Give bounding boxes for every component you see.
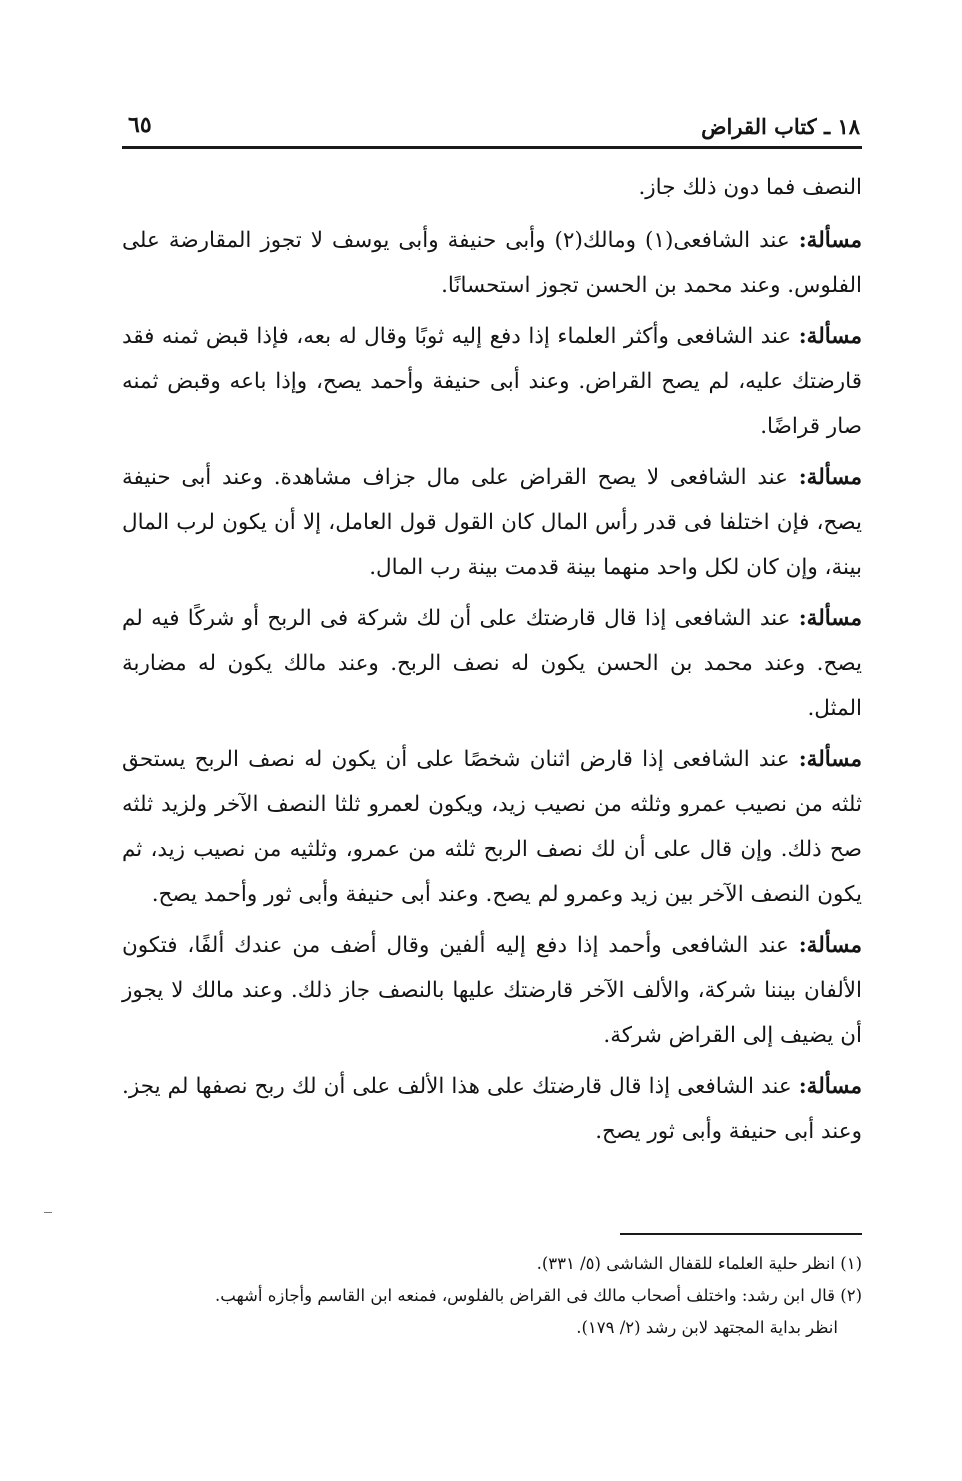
footnote-2: (٢) قال ابن رشد: واختلف أصحاب مالك فى القراض بالفلوس، فمنعه ابن القاسم وأجازه أشهب. [215, 1286, 862, 1305]
issue-keyword: مسألة: [798, 1074, 862, 1099]
opening-line: النصف فما دون ذلك جاز. [638, 175, 862, 200]
issue-keyword: مسألة: [798, 747, 862, 772]
issue-keyword: مسألة: [798, 933, 862, 958]
paragraph-1 [122, 218, 862, 308]
paragraph-5 [122, 737, 862, 917]
footnote-1: (١) انظر حلية العلماء للقفال الشاشى (٥/ ٣٣١). [536, 1254, 862, 1273]
issue-keyword: مسألة: [798, 324, 862, 349]
paragraph-text: عند الشافعى لا يصح القراض على مال جزاف مشاهدة. وعند أبى حنيفة يصح، فإن اختلفا فى قدر رأس المال كان القول قول العامل، إلا أن يكون لرب المال بينة، وإن كان لكل واحد منهما بينة قدمت بينة رب المال. [122, 465, 862, 580]
running-header [122, 110, 862, 149]
page-number: ٦٥ [128, 112, 152, 138]
paragraph-4 [122, 596, 862, 731]
paragraph-text: عند الشافعى إذا قال قارضتك على أن لك شركة فى الربح أو شركًا فيه لم يصح. وعند محمد بن الحسن يكون له نصف الربح. وعند مالك يكون له مضاربة المثل. [122, 606, 862, 721]
scan-margin-mark [44, 1212, 52, 1213]
paragraph-2 [122, 314, 862, 449]
book-page [122, 110, 862, 1350]
main-text [122, 165, 862, 1154]
paragraph-text: عند الشافعى إذا قال قارضتك على هذا الألف على أن لك ربح نصفها لم يجز. وعند أبى حنيفة وأبى ثور يصح. [122, 1074, 862, 1144]
paragraph-3 [122, 455, 862, 590]
paragraph-text: عند الشافعى إذا قارض اثنان شخصًا على أن يكون له نصف الربح يستحق ثلثه من نصيب عمرو وثلثه من نصيب زيد، ويكون لعمرو ثلثا النصف الآخر ولزيد ثلثه صح ذلك. وإن قال على أن لك نصف الربح ثلثه من عمرو، وثلثيه من نصيب زيد، ثم يكون النصف الآخر بين زيد وعمرو لم يصح. وعند أبى حنيفة وأبى ثور وأحمد يصح. [122, 747, 862, 907]
paragraph-text: عند الشافعى وأحمد إذا دفع إليه ألفين وقال أضف من عندك ألفًا، فتكون الألفان بيننا شركة، والألف الآخر قارضتك عليها بالنصف جاز ذلك. وعند مالك لا يجوز أن يضيف إلى القراض شركة. [122, 933, 862, 1048]
paragraph-text: عند الشافعى(١) ومالك(٢) وأبى حنيفة وأبى يوسف لا تجوز المقارضة على الفلوس. وعند محمد بن الحسن تجوز استحسانًا. [122, 228, 862, 298]
issue-keyword: مسألة: [798, 606, 862, 631]
footnote-separator [620, 1233, 862, 1235]
footnotes [122, 1248, 862, 1344]
paragraph-text: عند الشافعى وأكثر العلماء إذا دفع إليه ثوبًا وقال له بعه، فإذا قبض ثمنه فقد قارضتك عليه، لم يصح القراض. وعند أبى حنيفة وأحمد يصح، وإذا باعه وقبض ثمنه صار قراضًا. [122, 324, 862, 439]
chapter-title: ١٨ ـ كتاب القراض [701, 114, 860, 139]
paragraph-7 [122, 1064, 862, 1154]
issue-keyword: مسألة: [798, 228, 863, 253]
issue-keyword: مسألة: [798, 465, 862, 490]
footnote-2-continued: انظر بداية المجتهد لابن رشد (٢/ ١٧٩). [576, 1318, 838, 1337]
paragraph-6 [122, 923, 862, 1058]
